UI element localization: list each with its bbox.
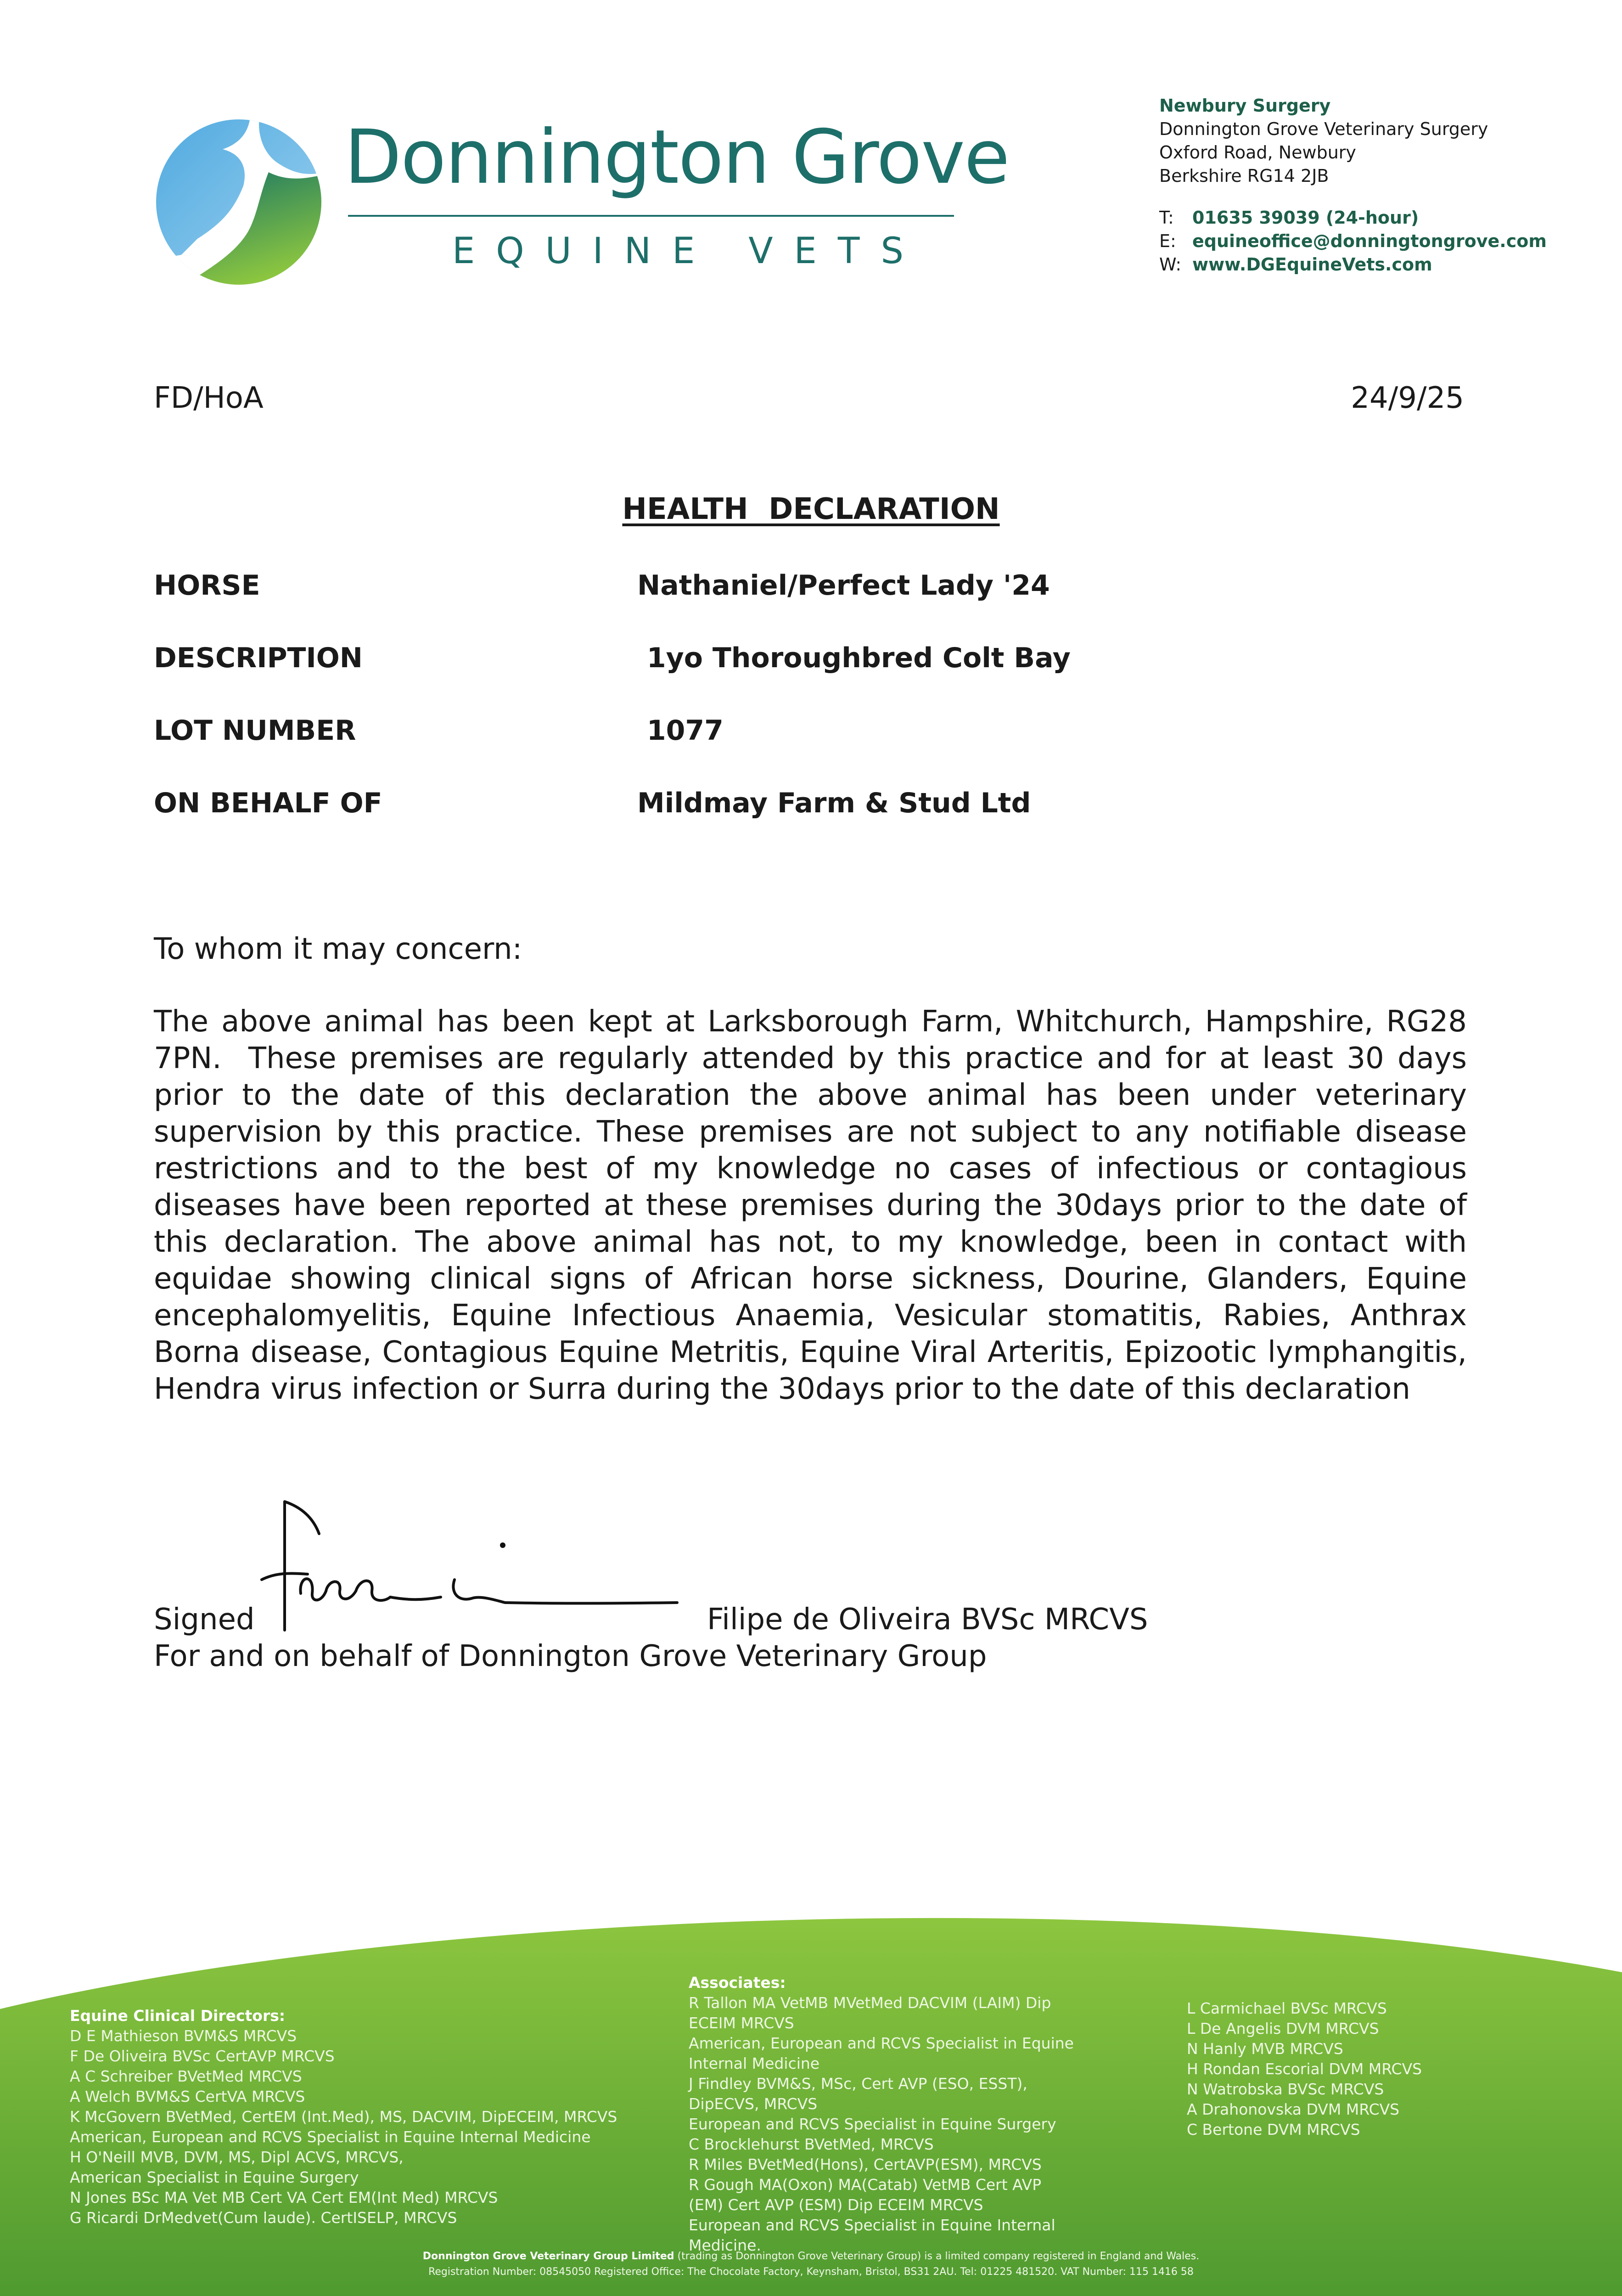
signed-label: Signed (154, 1603, 255, 1637)
footer-vets (1187, 1998, 1422, 2140)
director-line: H O'Neill MVB, DVM, MS, Dipl ACVS, MRCVS, (70, 2148, 404, 2166)
vet-line: C Bertone DVM MRCVS (1187, 2121, 1360, 2138)
field-label-description: DESCRIPTION (154, 642, 363, 674)
footer-directors (70, 2006, 617, 2228)
vet-line: A Drahonovska DVM MRCVS (1187, 2100, 1400, 2118)
director-line: F De Oliveira BVSc CertAVP MRCVS (70, 2047, 335, 2065)
directors-heading: Equine Clinical Directors: (70, 2007, 286, 2025)
associate-line: R Gough MA(Oxon) MA(Catab) VetMB Cert AVP (689, 2176, 1042, 2194)
field-label-horse: HORSE (154, 569, 260, 602)
logo-divider (348, 215, 954, 217)
vet-line: N Watrobska BVSc MRCVS (1187, 2080, 1384, 2098)
associate-line: J Findley BVM&S, MSc, Cert AVP (ESO, ESST), (689, 2075, 1027, 2093)
director-line: A Welch BVM&S CertVA MRCVS (70, 2088, 305, 2105)
web-label: W: (1159, 254, 1182, 275)
associate-line: American, European and RCVS Specialist in Equine (689, 2034, 1074, 2052)
document-title: HEALTH DECLARATION (622, 492, 1000, 526)
on-behalf-statement: For and on behalf of Donnington Grove Veterinary Group (154, 1639, 987, 1673)
associate-line: European and RCVS Specialist in Equine Surgery (689, 2115, 1056, 2133)
signer-name: Filipe de Oliveira BVSc MRCVS (707, 1603, 1148, 1637)
associate-line: ECEIM MRCVS (689, 2014, 794, 2032)
donnington-grove-logo-icon (154, 117, 324, 287)
associate-line: R Miles BVetMed(Hons), CertAVP(ESM), MRCVS (689, 2155, 1042, 2173)
address-line-1: Donnington Grove Veterinary Surgery (1159, 119, 1488, 139)
director-line: A C Schreiber BVetMed MRCVS (70, 2067, 302, 2085)
footer-associates (689, 1973, 1074, 2256)
vet-line: H Rondan Escorial DVM MRCVS (1187, 2060, 1422, 2078)
field-value-description: 1yo Thoroughbred Colt Bay (637, 642, 1071, 674)
field-label-on-behalf-of: ON BEHALF OF (154, 787, 382, 819)
company-statement (0, 2249, 1622, 2264)
field-label-lot-number: LOT NUMBER (154, 715, 356, 747)
address-line-2: Oxford Road, Newbury (1159, 142, 1356, 163)
director-line: D E Mathieson BVM&S MRCVS (70, 2027, 297, 2045)
director-line: American Specialist in Equine Surgery (70, 2168, 359, 2186)
website-link[interactable]: www.DGEquineVets.com (1192, 254, 1432, 275)
phone-number[interactable]: 01635 39039 (24-hour) (1192, 208, 1419, 228)
field-value-lot-number: 1077 (637, 715, 724, 747)
letter-date: 24/9/25 (1351, 381, 1464, 415)
associate-line: R Tallon MA VetMB MVetMed DACVIM (LAIM) Dip (689, 1994, 1051, 2012)
email-label: E: (1159, 231, 1176, 251)
vet-line: L De Angelis DVM MRCVS (1187, 2020, 1379, 2037)
contact-spacer (1159, 188, 1547, 206)
associate-line: European and RCVS Specialist in Equine Internal (689, 2216, 1055, 2234)
associate-line: Internal Medicine (689, 2054, 820, 2072)
branch-name: Newbury Surgery (1159, 96, 1331, 116)
vet-line: N Hanly MVB MRCVS (1187, 2040, 1343, 2058)
associate-line: C Brocklehurst BVetMed, MRCVS (689, 2135, 934, 2153)
company-registration-note: (trading as Donnington Grove Veterinary Group) is a limited company registered in England and Wales. (674, 2251, 1200, 2262)
address-line-3: Berkshire RG14 2JB (1159, 166, 1329, 186)
logo-wordmark: Donnington Grove (344, 114, 1009, 201)
letter-reference: FD/HoA (154, 381, 264, 415)
phone-row (1159, 206, 1547, 230)
email-row (1159, 230, 1547, 253)
director-line: K McGovern BVetMed, CertEM (Int.Med), MS, DACVIM, DipECEIM, MRCVS (70, 2108, 617, 2126)
web-row (1159, 253, 1547, 276)
footer-legal (0, 2249, 1622, 2280)
associate-line: DipECVS, MRCVS (689, 2095, 818, 2113)
handwritten-signature (257, 1488, 693, 1639)
registration-details: Registration Number: 08545050 Registered Office: The Chocolate Factory, Keynsham, Bristol, BS31 2AU. Tel: 01225 481520. VAT Number: 115 1416 58 (428, 2266, 1194, 2278)
field-value-horse: Nathaniel/Perfect Lady '24 (637, 569, 1050, 602)
phone-label: T: (1159, 208, 1174, 228)
contact-block (1159, 94, 1547, 276)
associate-line: (EM) Cert AVP (ESM) Dip ECEIM MRCVS (689, 2196, 983, 2214)
associates-heading: Associates: (689, 1974, 786, 1992)
company-name: Donnington Grove Veterinary Group Limited (422, 2251, 674, 2262)
email-link[interactable]: equineoffice@donningtongrove.com (1192, 231, 1547, 251)
declaration-body: The above animal has been kept at Larksborough Farm, Whitchurch, Hampshire, RG28 7PN. These premises are regularly attended by this practice and for at least 30 days prior to the date of this declaration the above animal has been under veterinary supervision by this practice. These premises are not subject to any notifiable disease restrictions and to the best of my knowledge no cases of infectious or contagious diseases have been reported at these premises during the 30days prior to the date of this declaration. The above animal has not, to my knowledge, been in contact with equidae showing clinical signs of African horse sickness, Dourine, Glanders, Equine encephalomyelitis, Equine Infectious Anaemia, Vesicular stomatitis, Rabies, Anthrax Borna disease, Contagious Equine Metritis, Equine Viral Arteritis, Epizootic lymphangitis, Hendra virus infection or Surra during the 30days prior to the date of this declaration (154, 1005, 1476, 1406)
director-line: N Jones BSc MA Vet MB Cert VA Cert EM(Int Med) MRCVS (70, 2189, 498, 2206)
greeting: To whom it may concern: (154, 932, 522, 966)
associate-line: Medicine. (689, 2236, 761, 2254)
field-value-on-behalf-of: Mildmay Farm & Stud Ltd (637, 787, 1031, 819)
director-line: G Ricardi DrMedvet(Cum laude). CertISELP, MRCVS (70, 2209, 457, 2227)
director-line: American, European and RCVS Specialist in Equine Internal Medicine (70, 2128, 591, 2146)
logo-subtitle: EQUINE VETS (452, 231, 925, 272)
vet-line: L Carmichael BVSc MRCVS (1187, 1999, 1387, 2017)
